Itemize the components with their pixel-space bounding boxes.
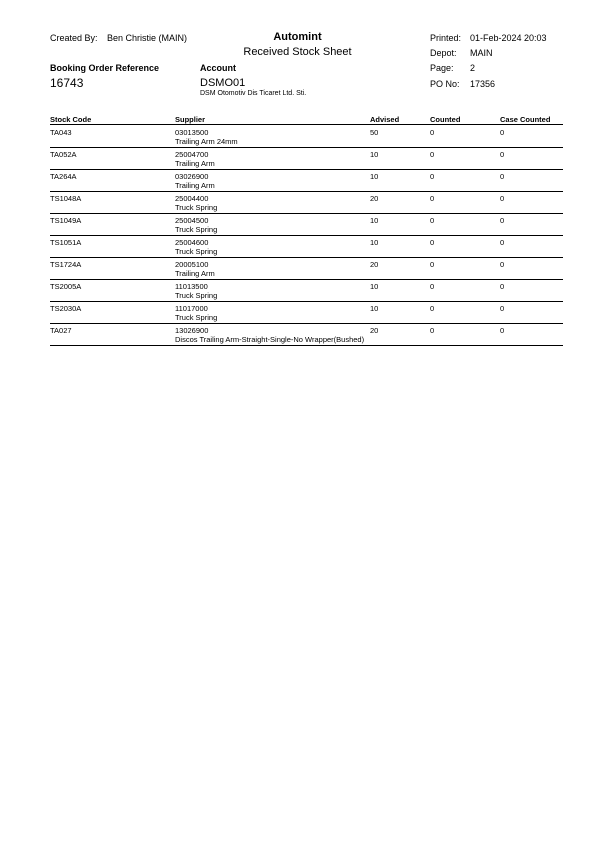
counted-qty: 0 [430,326,435,335]
row-divider [50,213,563,214]
case-counted-qty: 0 [500,260,505,269]
advised-qty: 10 [370,238,379,247]
row-divider [50,257,563,258]
counted-qty: 0 [430,260,435,269]
stock-code: TA043 [50,128,72,137]
counted-qty: 0 [430,150,435,159]
stock-code: TS2030A [50,304,82,313]
supplier-code: 25004400 [175,194,209,203]
stock-code: TS1049A [50,216,82,225]
advised-qty: 10 [370,150,379,159]
case-counted-qty: 0 [500,238,505,247]
counted-qty: 0 [430,194,435,203]
document-title-text: Received Stock Sheet [243,46,352,58]
advised-qty: 10 [370,304,379,313]
stock-code: TS1048A [50,194,82,203]
advised-qty: 10 [370,172,379,181]
case-counted-qty: 0 [500,128,505,137]
advised-qty: 50 [370,128,379,137]
row-divider [50,169,563,170]
supplier-code: 25004700 [175,150,209,159]
column-header-advised: Advised [370,115,400,124]
column-header-case-counted: Case Counted [500,115,551,124]
advised-qty: 20 [370,194,379,203]
item-description: Truck Spring [175,225,218,234]
column-header-supplier: Supplier [175,115,206,124]
item-description: Truck Spring [175,247,218,256]
page-label: Page: [430,63,454,73]
printed-value: 01-Feb-2024 20:03 [470,33,547,43]
counted-qty: 0 [430,216,435,225]
supplier-code: 11017000 [175,304,208,313]
item-description: Truck Spring [175,203,218,212]
item-description: Truck Spring [175,291,218,300]
case-counted-qty: 0 [500,194,505,203]
advised-qty: 20 [370,326,379,335]
supplier-code: 03013500 [175,128,209,137]
booking-ref-value: 16743 [50,76,84,90]
row-divider [50,323,563,324]
document-title [0,46,595,58]
supplier-code: 13026900 [175,326,209,335]
supplier-code: 25004600 [175,238,209,247]
account-code: DSMO01 [200,77,246,89]
depot-value: MAIN [470,48,493,58]
row-divider [50,301,563,302]
item-description: Trailing Arm 24mm [175,137,238,146]
advised-qty: 10 [370,282,379,291]
row-divider [50,279,563,280]
supplier-code: 11013500 [175,282,208,291]
case-counted-qty: 0 [500,282,505,291]
case-counted-qty: 0 [500,326,505,335]
case-counted-qty: 0 [500,216,505,225]
row-divider [50,191,563,192]
page-value: 2 [470,63,476,73]
counted-qty: 0 [430,128,435,137]
supplier-code: 25004500 [175,216,209,225]
case-counted-qty: 0 [500,150,505,159]
case-counted-qty: 0 [500,304,505,313]
stock-code: TS1051A [50,238,82,247]
item-description: Discos Trailing Arm-Straight-Single-No Wrapper(Bushed) [175,335,365,344]
item-description: Trailing Arm [175,159,215,168]
po-value: 17356 [470,79,496,89]
po-label: PO No: [430,79,460,89]
item-description: Trailing Arm [175,269,215,278]
stock-code: TS2005A [50,282,82,291]
row-divider [50,235,563,236]
supplier-code: 03026900 [175,172,209,181]
item-description: Truck Spring [175,313,218,322]
printed-label: Printed: [430,33,462,43]
account-label: Account [200,63,236,73]
advised-qty: 20 [370,260,379,269]
item-description: Trailing Arm [175,181,215,190]
created-by-label: Created By: [50,33,98,43]
column-header-counted: Counted [430,115,461,124]
company-name-text: Automint [273,31,322,43]
account-name: DSM Otomotiv Dis Ticaret Ltd. Sti. [200,90,307,97]
created-by-value: Ben Christie (MAIN) [107,33,188,43]
column-header-stock-code: Stock Code [50,115,92,124]
case-counted-qty: 0 [500,172,505,181]
counted-qty: 0 [430,172,435,181]
counted-qty: 0 [430,238,435,247]
stock-code: TS1724A [50,260,82,269]
row-divider [50,345,563,346]
supplier-code: 20005100 [175,260,209,269]
counted-qty: 0 [430,304,435,313]
header-divider [50,124,563,125]
stock-code: TA052A [50,150,77,159]
stock-code: TA027 [50,326,72,335]
stock-code: TA264A [50,172,77,181]
row-divider [50,147,563,148]
counted-qty: 0 [430,282,435,291]
advised-qty: 10 [370,216,379,225]
depot-label: Depot: [430,48,457,58]
booking-ref-label: Booking Order Reference [50,63,160,73]
